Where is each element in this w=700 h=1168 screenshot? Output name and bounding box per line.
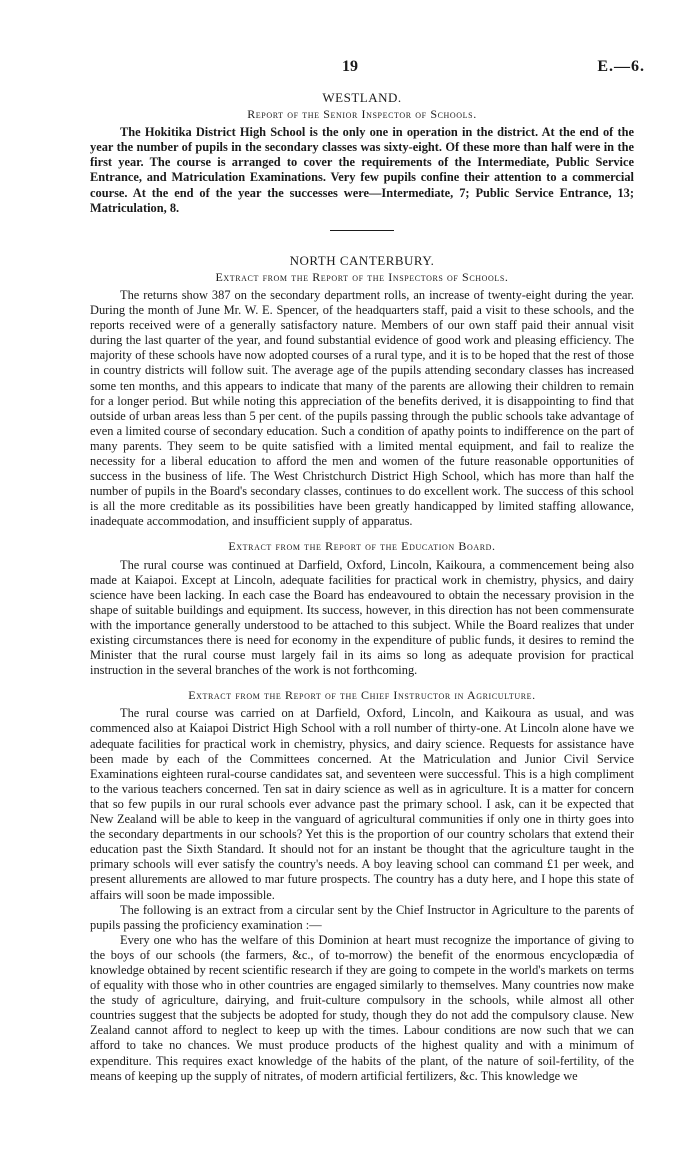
agriculture-report-subheading: Extract from the Report of the Chief Instructor in Agriculture. xyxy=(188,688,536,703)
agriculture-paragraph-2: The following is an extract from a circular sent by the Chief Instructor in Agriculture to the parents of pupils passing the proficiency examination :— xyxy=(90,902,634,932)
westland-paragraph: The Hokitika District High School is the only one in operation in the district. At the end of the year the number of pupils in the secondary classes was sixty-eight. Of these more than half were in the first year. The course is arranged to cover the requirements of the Intermediate, Public Service Entrance, and Matriculation Examinations. Very few pupils confine their attention to a commercial course. At the end of the year the successes were—Intermediate, 7; Public Service Entrance, 13; Matriculation, 8. xyxy=(90,125,634,215)
page-number: 19 xyxy=(342,58,358,75)
section-divider xyxy=(330,230,394,231)
westland-heading: WESTLAND. xyxy=(322,90,402,105)
inspectors-report-paragraph: The returns show 387 on the secondary department rolls, an increase of twenty-eight during the year. During the month of June Mr. W. E. Spencer, of the headquarters staff, paid a visit to these schools, and the reports received were of a generally satisfactory nature. Members of our own staff paid their annual visit during the last quarter of the year, and found substantial evidence of good work and pleasing efficiency. The majority of these schools have now adopted courses of a rural type, and it is to be hoped that the rest of those in country districts will follow suit. The average age of the pupils attending secondary classes has increased some ten months, and this appears to indicate that many of the parents are allowing their children to remain for a longer period. But while noting this appreciation of the benefits derived, it is disappointing to find that outside of urban areas less than 5 per cent. of the pupils passing through the public schools take advantage of even a limited course of secondary education. Such a condition of apathy points to indifference on the part of many parents. They seem to be quite satisfied with a limited mental equipment, and fail to realize the necessity for a liberal education to afford the men and women of the future reasonable opportunities of success in the business of life. The West Christchurch District High School, which has more than half the number of pupils in the Board's secondary classes, continues to do excellent work. The success of this school is all the more creditable as its possibilities have been greatly handicapped by limited staffing allowance, inadequate accommodation, and insufficient supply of apparatus. xyxy=(90,287,634,529)
document-reference: E.—6. xyxy=(597,58,645,75)
education-board-subheading: Extract from the Report of the Education Board. xyxy=(228,539,496,554)
inspectors-report-subheading: Extract from the Report of the Inspectors of Schools. xyxy=(215,269,509,284)
education-board-paragraph: The rural course was continued at Darfield, Oxford, Lincoln, Kaikoura, a commencement being also made at Kaiapoi. Except at Lincoln, adequate facilities for practical work in chemistry, physics, and dairy science have been lacking. In each case the Board has endeavoured to obtain the necessary provision in the shape of suitable buildings and equipment. Its success, however, in this direction has not been commensurate with the importance generally understood to be attached to this subject. While the Board realizes that under existing circumstances there is need for economy in the expenditure of public funds, it desires to remind the Minister that the rural course must largely fail in its aims so long as adequate provision for practical instruction in the several branches of the work is not forthcoming. xyxy=(90,557,634,678)
agriculture-paragraph-3: Every one who has the welfare of this Dominion at heart must recognize the importance of giving to the boys of our schools (the farmers, &c., of to-morrow) the benefit of the enormous encyclopædia of knowledge obtained by recent scientific research if they are going to compete in the world's markets on terms of equality with those who in other countries are engaged similarly to themselves. Many countries now make the study of agriculture, dairying, and fruit-culture compulsory in the schools, while almost all other countries suggest that the subjects be adopted for study, though they do not add the compulsory clause. New Zealand cannot afford to neglect to keep up with the times. Labour conditions are now such that we can afford to take no chances. We must produce products of the highest quality and with a minimum of expenditure. This requires exact knowledge of the habits of the plant, of the nature of soil-fertility, of the means of keeping up the supply of nitrates, of modern artificial fertilizers, &c. This knowledge we xyxy=(90,932,634,1083)
westland-subheading: Report of the Senior Inspector of Schools. xyxy=(247,107,477,122)
agriculture-paragraph-1: The rural course was carried on at Darfield, Oxford, Lincoln, and Kaikoura as usual, and was commenced also at Kaiapoi District High School with a roll number of thirty-one. At Lincoln alone have we adequate facilities for practical work in chemistry, physics, and dairy science. Requests for assistance have been made by each of the Committees concerned. At the Matriculation and Junior Civil Service Examinations eighteen rural-course candidates sat, and seventeen were successful. This is a high compliment to the various teachers concerned. Ten sat in dairy science as well as in agriculture. It is a matter for concern that so few pupils in our rural schools ever advance past the primary school. I ask, can it be expected that New Zealand will be able to keep in the vanguard of agricultural communities if only one in thirty goes into the secondary departments in our schools? Yet this is the proportion of our country scholars that extend their education past the Sixth Standard. It should not for an instant be thought that the agriculture taught in the primary schools will ever satisfy the country's needs. A boy leaving school can command £1 per week, and present allurements are allowed to mar future prospects. The country has a duty here, and I hope this state of affairs will soon be made impossible. xyxy=(90,706,634,902)
page-content xyxy=(90,90,634,1084)
north-canterbury-heading: NORTH CANTERBURY. xyxy=(289,252,435,268)
